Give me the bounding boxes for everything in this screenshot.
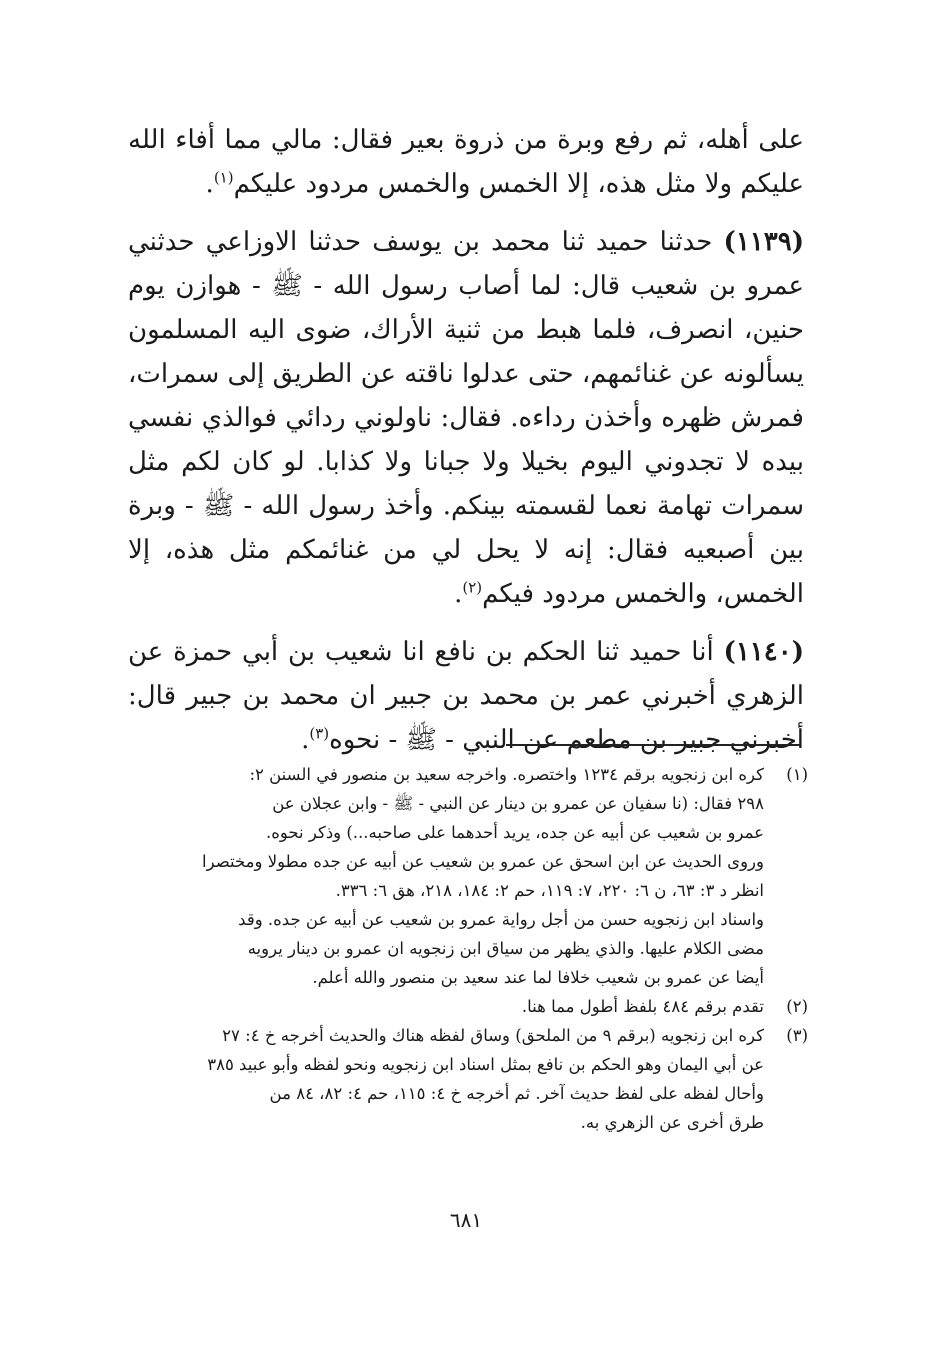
footnote-marker: (١) <box>213 168 234 187</box>
hadith-number: (١١٤٠) <box>723 637 805 667</box>
footnote-line: وروى الحديث عن ابن اسحق عن عمرو بن شعيب عن أبيه عن جده مطولا ومختصرا <box>202 852 764 871</box>
paragraph-end: . <box>205 169 214 199</box>
footnote-line: مضى الكلام عليها. والذي يظهر من سياق ابن زنجويه ان عمرو بن دينار يرويه <box>247 939 764 958</box>
footnote-number: (٣) <box>786 1026 808 1045</box>
footnote-body <box>128 1021 764 1137</box>
footnote-number: (٢) <box>786 997 808 1016</box>
footnote-1 <box>128 760 808 992</box>
footnote-divider <box>506 744 800 746</box>
paragraph-1140 <box>128 630 804 762</box>
footnote-line: كره ابن زنجويه (برقم ٩ من الملحق) وساق لفظه هناك والحديث أخرجه خ ٤: ٢٧ <box>222 1026 764 1045</box>
footnote-body <box>128 760 764 992</box>
paragraph-end: . <box>454 579 463 609</box>
footnote-line: انظر د ٣: ٦٣، ن ٦: ٢٢٠، ٧: ١١٩، حم ٢: ١٨٤، ٢١٨، هق ٦: ٣٣٦. <box>335 881 764 900</box>
page-number: ٦٨١ <box>449 1208 483 1232</box>
footnote-marker: (٢) <box>462 578 483 597</box>
hadith-number: (١١٣٩) <box>723 227 804 257</box>
footnote-number: (١) <box>786 765 808 784</box>
paragraph-end: . <box>301 725 310 755</box>
footnotes <box>128 760 808 1137</box>
footnote-line: طرق أخرى عن الزهري به. <box>580 1113 764 1132</box>
footnote-marker: (٣) <box>309 724 330 743</box>
footnote-line: عمرو بن شعيب عن أبيه عن جده، يريد أحدهما على صاحبه...) وذكر نحوه. <box>265 823 764 842</box>
paragraph-text: على أهله، ثم رفع وبرة من ذروة بعير فقال: مالي مما أفاء الله عليكم ولا مثل هذه، إلا الخمس والخمس مردود عليكم <box>128 125 804 199</box>
paragraph-1 <box>128 118 804 206</box>
footnote-3 <box>128 1021 808 1137</box>
paragraph-1139 <box>128 220 804 616</box>
footnote-line: عن أبي اليمان وهو الحكم بن نافع بمثل اسناد ابن زنجويه ونحو لفظه وأبو عبيد ٣٨٥ <box>207 1055 764 1074</box>
paragraph-text: حدثنا حميد ثنا محمد بن يوسف حدثنا الاوزاعي حدثني عمرو بن شعيب قال: لما أصاب رسول الله - ﷺ - هوازن يوم حنين، انصرف، فلما هبط من ثنية الأراك، ضوى اليه المسلمون يسألونه عن غنائمهم، حتى عدلوا ناقته عن الطريق إلى سمرات، فمرش ظهره وأخذن رداءه. فقال: ناولوني ردائي فوالذي نفسي بيده لا تجدوني اليوم بخيلا ولا جبانا ولا كذابا. لو كان لكم مثل سمرات تهامة نعما لقسمته بينكم. وأخذ رسول الله - ﷺ - وبرة بين أصبعيه فقال: إنه لا يحل لي من غنائمكم مثل هذه، إلا الخمس، والخمس مردود فيكم <box>128 227 804 609</box>
footnote-line: أيضا عن عمرو بن شعيب خلافا لما عند سعيد بن منصور والله أعلم. <box>312 968 764 987</box>
footnote-2 <box>128 992 808 1021</box>
footnote-line: وأحال لفظه على لفظ حديث آخر. ثم أخرجه خ ٤: ١١٥، حم ٤: ٨٢، ٨٤ من <box>269 1084 764 1103</box>
footnote-body <box>128 992 764 1021</box>
footnote-line: تقدم برقم ٤٨٤ بلفظ أطول مما هنا. <box>521 997 764 1016</box>
main-text <box>128 118 804 776</box>
footnote-line: واسناد ابن زنجويه حسن من أجل رواية عمرو بن شعيب عن أبيه عن جده. وقد <box>238 910 764 929</box>
footnote-line: ٢٩٨ فقال: (نا سفيان عن عمرو بن دينار عن النبي - ﷺ - وابن عجلان عن <box>272 794 764 813</box>
paragraph-text: أنا حميد ثنا الحكم بن نافع انا شعيب بن أبي حمزة عن الزهري أخبرني عمر بن محمد بن جبير ان محمد بن جبير قال: أخبرني جبير بن مطعم عن النبي - ﷺ - نحوه <box>128 637 804 755</box>
footnote-line: كره ابن زنجويه برقم ١٢٣٤ واختصره. واخرجه سعيد بن منصور في السنن ٢: <box>249 765 764 784</box>
